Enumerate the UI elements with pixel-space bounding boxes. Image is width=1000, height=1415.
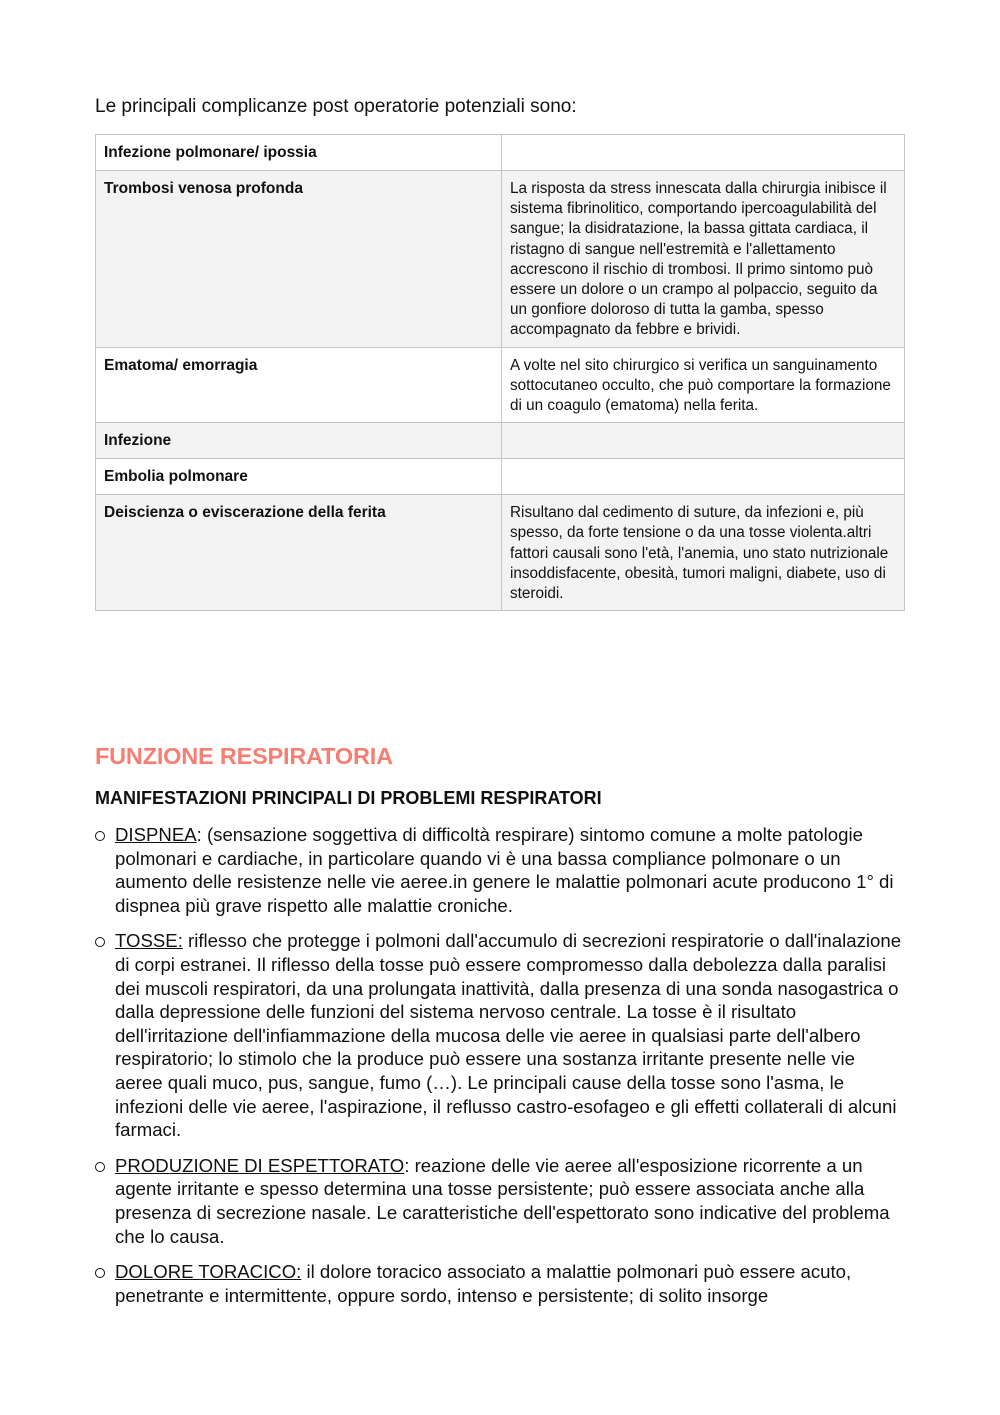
complication-description	[502, 459, 905, 495]
complication-label: Deiscienza o eviscerazione della ferita	[96, 495, 502, 611]
complication-description	[502, 135, 905, 171]
list-item	[95, 1260, 907, 1307]
table-row	[96, 495, 905, 611]
complication-description: A volte nel sito chirurgico si verifica un sanguinamento sottocutaneo occulto, che può comportare la formazione di un coagulo (ematoma) nella ferita.	[502, 347, 905, 423]
complications-table	[95, 134, 905, 611]
list-item-term: DOLORE TORACICO:	[115, 1261, 302, 1283]
table-row	[96, 423, 905, 459]
complication-label: Infezione polmonare/ ipossia	[96, 135, 502, 171]
list-item	[95, 823, 907, 917]
table-row	[96, 459, 905, 495]
list-item-text: : (sensazione soggettiva di difficoltà respirare) sintomo comune a molte patologie polmonari e cardiache, in particolare quando vi è una bassa compliance polmonare o un aumento delle resistenze nelle vie aeree.in genere le malattie polmonari acute producono 1° di dispnea più grave rispetto alle malattie croniche.	[115, 824, 894, 916]
list-item-text: riflesso che protegge i polmoni dall'accumulo di secrezioni respiratorie o dall'inalazione di corpi estranei. Il riflesso della tosse può essere compromesso dalla debolezza dalla paralisi dei muscoli respiratori, da una prolungata inattività, dalla presenza di una sonda nasogastrica o dalla depressione delle funzioni del sistema nervoso centrale. La tosse è il risultato dell'irritazione dell'infiammazione della mucosa delle vie aeree in qualsiasi parte dell'albero respiratorio; lo stimolo che la produce può essere una sostanza irritante presente nelle vie aeree quali muco, pus, sangue, fumo (…). Le principali cause della tosse sono l'asma, le infezioni delle vie aeree, l'aspirazione, il reflusso castro-esofageo e gli effetti collaterali di alcuni farmaci.	[115, 930, 902, 1141]
intro-paragraph: Le principali complicanze post operatorie potenziali sono:	[95, 96, 577, 117]
list-item-term: TOSSE:	[115, 930, 183, 952]
complication-label: Trombosi venosa profonda	[96, 171, 502, 348]
complication-label: Embolia polmonare	[96, 459, 502, 495]
hollow-bullet-icon	[95, 1162, 105, 1172]
section-title: FUNZIONE RESPIRATORIA	[95, 743, 393, 769]
list-item-text: : reazione delle vie aeree all'esposizione ricorrente a un agente irritante e spesso determina una tosse persistente; può essere associata anche alla presenza di secrezione nasale. Le caratteristiche dell'espettorato sono indicative del problema che lo causa.	[115, 1154, 890, 1247]
complication-description: Risultano dal cedimento di suture, da infezioni e, più spesso, da forte tensione o da una tosse violenta.altri fattori causali sono l'età, l'anemia, uno stato nutrizionale insoddisfacente, obesità, tumori maligni, diabete, uso di steroidi.	[502, 495, 905, 611]
list-item	[95, 929, 907, 1141]
table-row	[96, 347, 905, 423]
manifestations-list	[95, 823, 907, 1319]
list-item-term: PRODUZIONE DI ESPETTORATO	[115, 1154, 405, 1176]
complication-description: La risposta da stress innescata dalla chirurgia inibisce il sistema fibrinolitico, comportando ipercoagulabilità del sangue; la disidratazione, la bassa gittata cardiaca, il ristagno di sangue nell'estremità e l'allettamento accrescono il rischio di trombosi. Il primo sintomo può essere un dolore o un crampo al polpaccio, seguito da un gonfiore doloroso di tutta la gamba, spesso accompagnato da febbre e brividi.	[502, 171, 905, 348]
table-row	[96, 171, 905, 348]
section-subheading: MANIFESTAZIONI PRINCIPALI DI PROBLEMI RESPIRATORI	[95, 788, 602, 808]
hollow-bullet-icon	[95, 831, 105, 841]
complication-label: Ematoma/ emorragia	[96, 347, 502, 423]
list-item-text: il dolore toracico associato a malattie polmonari può essere acuto, penetrante e intermittente, oppure sordo, intenso e persistente; di solito insorge	[115, 1261, 852, 1306]
hollow-bullet-icon	[95, 1268, 105, 1278]
hollow-bullet-icon	[95, 937, 105, 947]
complication-label: Infezione	[96, 423, 502, 459]
list-item	[95, 1154, 907, 1248]
complication-description	[502, 423, 905, 459]
table-row	[96, 135, 905, 171]
list-item-term: DISPNEA	[115, 824, 197, 845]
